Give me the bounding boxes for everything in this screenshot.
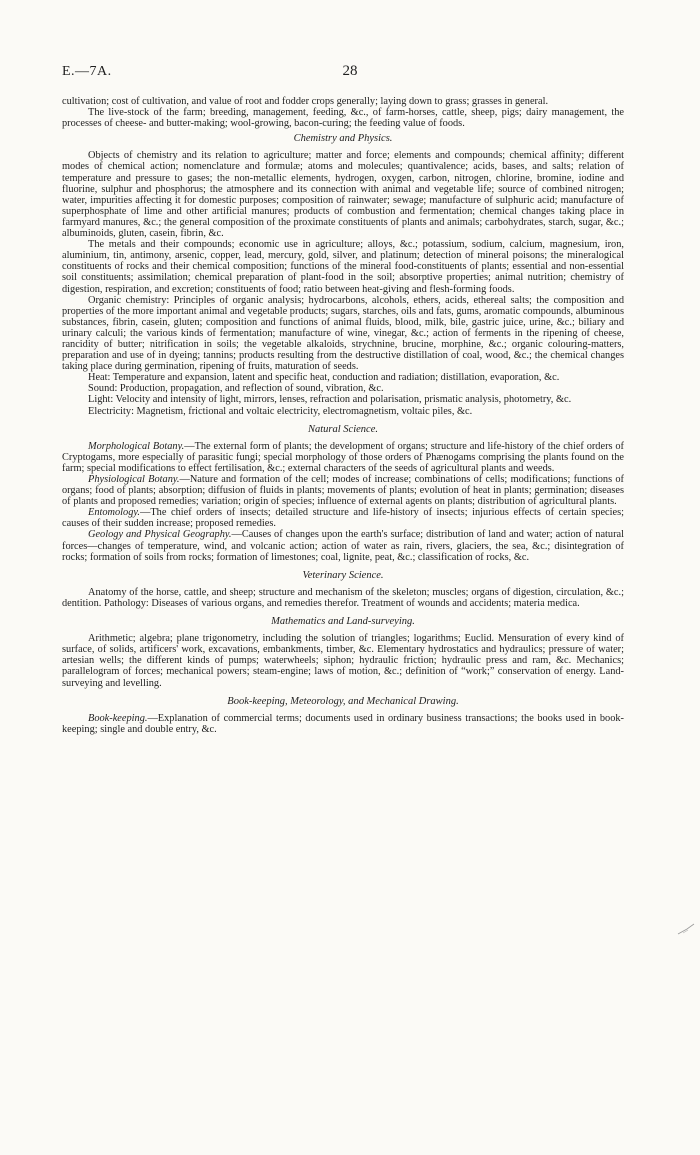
paragraph-text: —Explanation of commercial terms; documents used in ordinary business transactions; the books used in book-keeping; single and double entry, &c. — [62, 712, 624, 735]
section-heading-veterinary: Veterinary Science. — [302, 569, 384, 581]
paragraph: Organic chemistry: Principles of organic analysis; hydrocarbons, alcohols, ethers, acids, ethereal salts; the composition and properties of the more important animal and vegetable products; sugars, starches, oils and fats, gums, aromatic compounds, albuminous substances, fibrin, casein, gluten; composition and functions of animal fluids, blood, milk, bile, gastric juice, urine, &c.; biliary and urinary calculi; the various kinds of fermentation; manufacture of wine, vinegar, &c.; action of ferments in the ripening of cheese, rancidity of butter; nitrification in soils; the vegetable alkaloids, strychnine, brucine, morphine, &c.; organic colouring-matters, preparation and use of in dyeing; tannins; products resulting from the destructive distillation of coal, wood, &c.; the chemical changes taking place during germination, ripening of fruits, maturation of seeds. — [62, 294, 624, 373]
subject-lead: Book-keeping. — [88, 712, 148, 724]
paragraph: Anatomy of the horse, cattle, and sheep; structure and mechanism of the skeleton; muscles; organs of digestion, circulation, &c.; dentition. Pathology: Diseases of various organs, and remedies therefor. Treatment of wounds and accidents; materia medica. — [62, 586, 624, 609]
subject-lead: Physiological Botany. — [88, 474, 180, 485]
paragraph: The live-stock of the farm; breeding, management, feeding, &c., of farm-horses, cattle, sheep, pigs; dairy management, the processes of cheese- and butter-making; wool-growing, bacon-curing; the feeding value of foods. — [62, 107, 624, 130]
section-heading-chemistry: Chemistry and Physics. — [293, 133, 393, 145]
subject-lead: Geology and Physical Geography. — [88, 529, 232, 541]
margin-mark-icon — [677, 922, 695, 936]
paragraph: Arithmetic; algebra; plane trigonometry, including the solution of triangles; logarithms; Euclid. Mensuration of every kind of surface, of solids, artificers' work, excavations, embankments, timber, &c. Elementary hydrostatics and hydraulics; pressure of water; artesian wells; the different kinds of pumps; waterwheels; siphon; hydraulic friction; hydraulic press and ram, &c. Mechanics; parallelogram of forces; mechanical powers; steam-engine; laws of motion, &c.; definition of “work;” conservation of energy. Land-surveying and levelling. — [62, 633, 624, 689]
paragraph — [62, 529, 624, 562]
page-body — [62, 96, 624, 735]
paragraph: Light: Velocity and intensity of light, mirrors, lenses, refraction and polarisation, prismatic analysis, photometry, &c. — [88, 394, 572, 406]
section-heading-mathematics: Mathematics and Land-surveying. — [271, 616, 415, 628]
paragraph — [62, 507, 624, 529]
paragraph: Electricity: Magnetism, frictional and voltaic electricity, electromagnetism, voltaic piles, &c. — [88, 405, 473, 417]
report-reference: E.—7A. — [62, 64, 112, 79]
section-heading-natural-science: Natural Science. — [308, 423, 378, 435]
subject-lead: Morphological Botany. — [88, 440, 185, 452]
subject-lead: Entomology. — [88, 507, 141, 519]
paragraph — [62, 474, 624, 507]
paragraph: The metals and their compounds; economic use in agriculture; alloys, &c.; potassium, sodium, calcium, magnesium, iron, aluminium, tin, antimony, arsenic, copper, lead, mercury, gold, silver, and platinum; detection of mineral poisons; the mineralogical constituents of rocks and their chemical composition; functions of the mineral food-constituents of plants; essential and non-essential soil constituents; assimilation; chemical preparation of plant-food in the soil; absorptive properties; animal nutrition; chemistry of digestion, respiration, and excretion; constituents of food; ratio between heat-giving and flesh-forming foods. — [62, 239, 624, 295]
paragraph: Objects of chemistry and its relation to agriculture; matter and force; elements and compounds; chemical affinity; different modes of chemical action; nomenclature and formulæ; atoms and molecules; quantivalence; acids, bases, and salts; relation of temperature and pressure to gases; the non-metallic elements, hydrogen, oxygen, carbon, nitrogen, chlorine, bromine, iodine and fluorine, sulphur and phosphorus; the atmosphere and its connection with animal and vegetable life; source of combined nitrogen; water, impurities affecting it for domestic purposes; composition of rainwater; sewage; manufacture of sulphuric acid; manufacture of superphosphate of lime and other artificial manures; products of combustion and fermentation; chemical changes taking place in farmyard manures, &c.; the general composition of the proximate constituents of plants and animals; carbohydrates, starch, sugar, &c.; albuminoids, gluten, casein, fibrin, &c. — [62, 150, 624, 240]
paragraph-text: —The external form of plants; the development of organs; structure and life-history of the chief orders of Cryptogams, more especially of parasitic fungi; special morphology of those orders of Phænogams comprising the plants found on the farm; special modifications to effect fertilisation, &c.; external characters of the seeds of agricultural plants and weeds. — [62, 440, 624, 474]
paragraph-text: —The chief orders of insects; detailed structure and life-history of insects; injurious effects of certain species; causes of their sudden increase; proposed remedies. — [62, 507, 624, 530]
paragraph-text: —Nature and formation of the cell; modes of increase; combinations of cells; modifications; functions of organs; food of plants; absorption; diffusion of fluids in plants; movements of plants; evolution of heat in plants; germination; diseases of plants and proposed remedies; variation; origin of species; influence of external agents on plants; distribution of agricultural plants. — [62, 474, 624, 508]
paragraph: Sound: Production, propagation, and reflection of sound, vibration, &c. — [88, 383, 384, 395]
paragraph-text: —Causes of changes upon the earth's surface; distribution of land and water; action of natural forces—changes of temperature, wind, and volcanic action; action of water as rain, rivers, glaciers, the sea, &c.; disintegration of rocks; formation of soils from rocks; formation of limestones; coal, lignite, peat, &c.; classification of rocks, &c. — [62, 529, 625, 563]
paragraph: cultivation; cost of cultivation, and value of root and fodder crops generally; laying down to grass; grasses in general. — [62, 96, 549, 107]
paragraph: Heat: Temperature and expansion, latent and specific heat, conduction and radiation; distillation, evaporation, &c. — [88, 372, 560, 384]
section-heading-book-keeping: Book-keeping, Meteorology, and Mechanical Drawing. — [227, 695, 459, 707]
page-number: 28 — [342, 63, 358, 79]
paragraph — [62, 713, 624, 735]
paragraph — [62, 441, 624, 474]
